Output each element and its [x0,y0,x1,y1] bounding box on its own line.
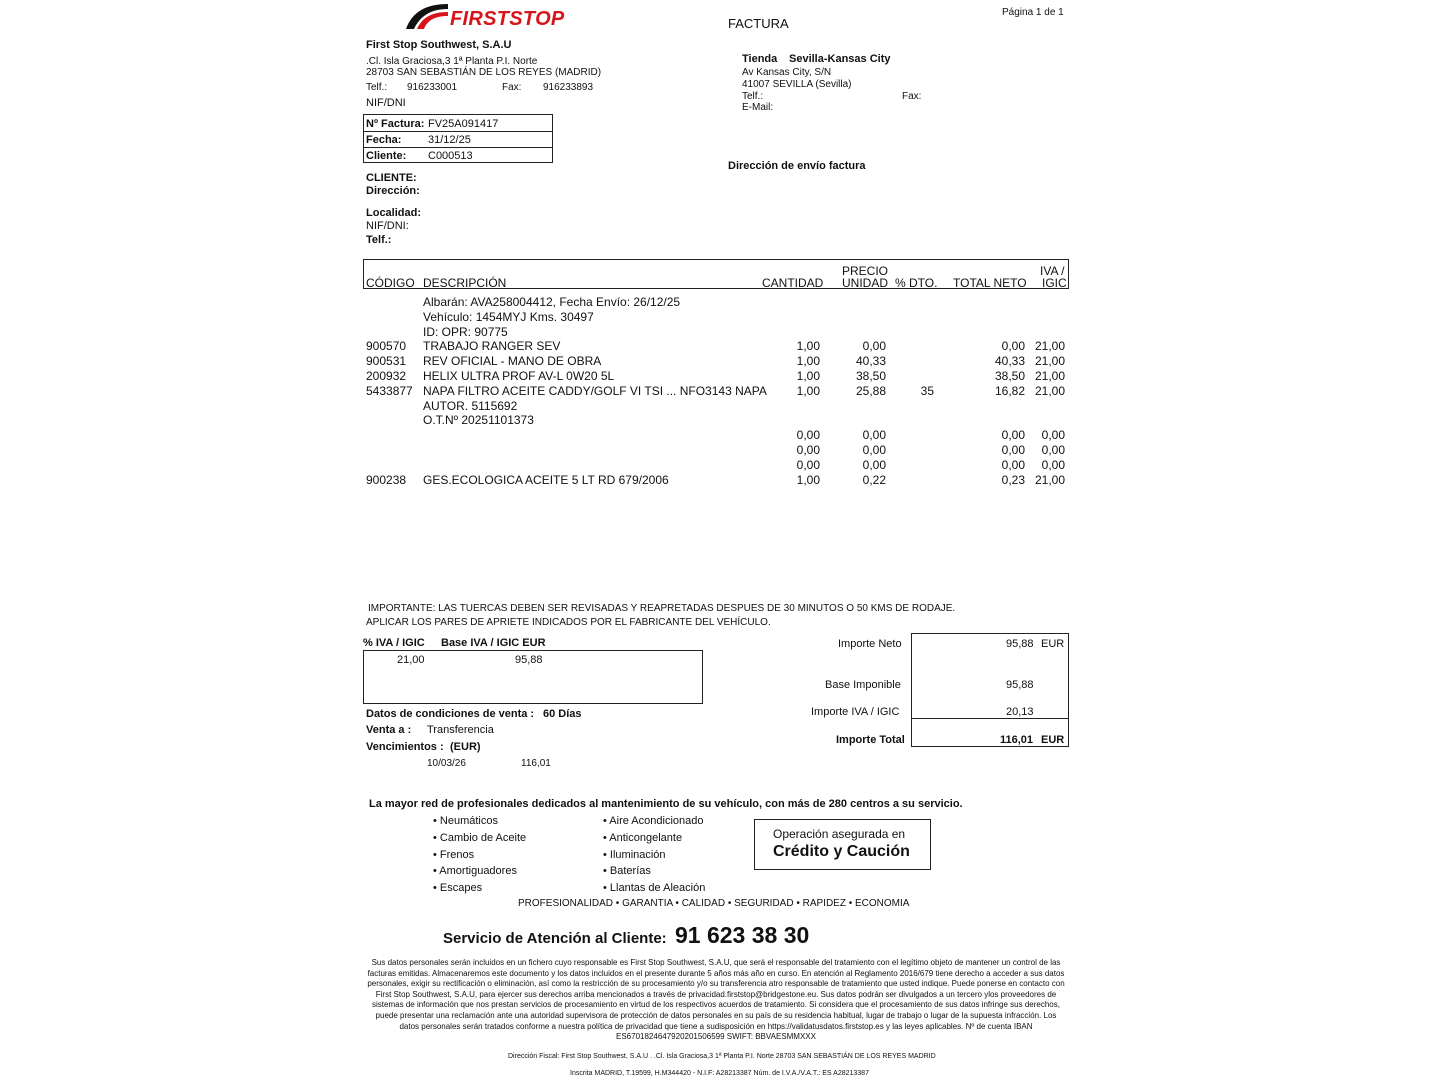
row-description: Vehículo: 1454MYJ Kms. 30497 [423,309,594,324]
sale-conditions-label: Datos de condiciones de venta : [366,708,535,720]
registry-info: Inscrita MADRID, T.19599, H.M344420 - N.I.F: A28213387 Núm. de I.V.A./V.A.T.: ES A28213387 [570,1070,869,1077]
vat-amount: 20,13 [1006,706,1034,718]
header-price-2: UNIDAD [842,276,889,290]
header-price-1: PRECIO [842,264,889,278]
store-email-label: E-Mail: [742,102,774,113]
row-code: 5433877 [366,383,413,398]
total-amount-label: Importe Total [836,734,905,746]
row-net-total: 0,00 [1001,443,1025,457]
taxable-base: 95,88 [1006,679,1034,691]
row-code: 200932 [366,369,407,383]
tax-header-pct: % IVA / IGIC [363,637,425,649]
shipping-address-label: Dirección de envío factura [728,160,866,172]
invoice-client: C000513 [428,150,473,162]
invoice-date: 31/12/25 [428,134,471,146]
row-description: AUTOR. 5115692 [423,398,518,413]
store-fax-label: Fax: [902,91,922,102]
service-item: • Anticongelante [603,831,683,844]
payment-method-label: Venta a : [366,724,412,736]
header-code: CÓDIGO [366,276,415,290]
company-address-2: 28703 SAN SEBASTIÁN DE LOS REYES (MADRID) [366,67,602,78]
header-description: DESCRIPCIÓN [423,276,507,290]
firststop-logo [404,2,564,32]
company-tel: 916233001 [407,82,458,93]
customer-nif-label: NIF/DNI: [366,220,409,232]
row-unit-price: 40,33 [855,354,886,369]
header-vat-2: IGIC [1042,276,1067,290]
due-dates-currency: (EUR) [450,741,481,753]
row-code: 900531 [366,354,407,369]
header-quantity: CANTIDAD [762,276,824,290]
customer-address-label: Dirección: [366,185,420,197]
company-fax-label: Fax: [502,82,522,93]
company-address-1: .Cl. Isla Graciosa,3 1ª Planta P.I. Norte [366,56,538,67]
header-net-total: TOTAL NETO [953,276,1027,290]
company-tel-label: Telf.: [366,82,388,93]
row-quantity: 0,00 [796,428,820,443]
row-unit-price: 0,00 [862,339,886,354]
service-item: • Escapes [433,882,483,895]
row-description: ID: OPR: 90775 [423,324,508,339]
service-item: • Baterías [603,865,651,878]
row-unit-price: 0,00 [862,443,886,457]
service-item: • Cambio de Aceite [433,831,527,844]
sale-conditions-value: 60 Días [543,708,582,720]
row-description: NAPA FILTRO ACEITE CADDY/GOLF VI TSI ... NFO3143 NAPA [423,383,767,398]
header-vat-1: IVA / [1040,264,1065,278]
net-amount-currency: EUR [1041,638,1065,650]
net-amount-label: Importe Neto [838,638,902,650]
row-discount: 35 [920,383,934,398]
header-discount: % DTO. [895,276,938,290]
row-unit-price: 38,50 [855,369,886,383]
store-name: Sevilla-Kansas City [789,53,891,65]
important-note-2: APLICAR LOS PARES DE APRIETE INDICADOS POR EL FABRICANTE DEL VEHÍCULO. [366,617,771,628]
row-quantity: 1,00 [796,339,820,354]
row-net-total: 0,23 [1001,472,1025,487]
company-fax: 916233893 [543,82,594,93]
row-quantity: 1,00 [796,369,820,383]
service-item: • Frenos [433,848,475,861]
total-amount-currency: EUR [1041,734,1065,746]
tax-header-base: Base IVA / IGIC EUR [441,637,546,649]
row-quantity: 0,00 [796,457,820,472]
due-amount: 116,01 [521,758,551,769]
company-nif-label: NIF/DNI [366,97,406,109]
row-unit-price: 25,88 [855,383,886,398]
due-date: 10/03/26 [427,758,466,769]
row-vat: 21,00 [1034,472,1065,487]
row-quantity: 1,00 [796,472,820,487]
service-item: • Amortiguadores [433,865,517,878]
row-unit-price: 0,00 [862,428,886,443]
document-title: FACTURA [728,16,789,31]
invoice-client-label: Cliente: [366,150,407,162]
tax-pct: 21,00 [397,654,425,666]
store-tel-label: Telf.: [742,91,764,102]
row-vat: 21,00 [1034,383,1065,398]
vat-amount-label: Importe IVA / IGIC [811,706,900,718]
row-description: HELIX ULTRA PROF AV-L 0W20 5L [423,369,615,383]
customer-service-label: Servicio de Atención al Cliente: [443,930,667,947]
tax-base: 95,88 [515,654,543,666]
logo-wordmark: FIRSTSTOP [450,8,565,30]
row-net-total: 0,00 [1001,457,1025,472]
row-code: 900570 [366,339,407,354]
store-address-1: Av Kansas City, S/N [742,67,832,78]
insurance-line-1: Operación asegurada en [773,827,906,841]
invoice-number-label: Nº Factura: [366,118,425,130]
logo-swoosh-icon [404,2,450,30]
customer-city-label: Localidad: [366,207,422,219]
important-note-1: IMPORTANTE: LAS TUERCAS DEBEN SER REVISADAS Y REAPRETADAS DESPUES DE 30 MINUTOS O 50 KMS DE RODAJE. [368,603,956,614]
store-label: Tienda [742,53,778,65]
row-description: REV OFICIAL - MANO DE OBRA [423,354,602,369]
totals-box [911,633,1069,747]
brand-values: PROFESIONALIDAD • GARANTIA • CALIDAD • SEGURIDAD • RAPIDEZ • ECONOMIA [518,898,910,909]
row-description: TRABAJO RANGER SEV [423,339,561,354]
customer-phone-label: Telf.: [366,234,392,246]
taxable-base-label: Base Imponible [825,679,901,691]
total-amount: 116,01 [1000,734,1034,746]
row-quantity: 1,00 [796,354,820,369]
net-amount: 95,88 [1006,638,1034,650]
row-quantity: 1,00 [796,383,820,398]
row-net-total: 0,00 [1001,339,1025,354]
promo-headline: La mayor red de profesionales dedicados al mantenimiento de su vehículo, con más de 280 centros a su servicio. [369,798,963,810]
payment-method: Transferencia [427,724,494,736]
row-net-total: 38,50 [994,369,1025,383]
row-unit-price: 0,00 [862,457,886,472]
row-code: 900238 [366,472,407,487]
row-description: Albarán: AVA258004412, Fecha Envío: 26/12/25 [423,295,681,309]
row-vat: 21,00 [1034,339,1065,354]
row-vat: 0,00 [1041,457,1065,472]
row-vat: 0,00 [1041,428,1065,443]
customer-service-phone: 91 623 38 30 [675,922,810,948]
service-item: • Neumáticos [433,815,498,827]
page-number: Página 1 de 1 [1002,7,1064,18]
store-address-2: 41007 SEVILLA (Sevilla) [742,79,852,90]
service-item: • Llantas de Aleación [603,882,706,895]
row-net-total: 0,00 [1001,428,1025,443]
row-quantity: 0,00 [796,443,820,457]
invoice-number: FV25A091417 [428,118,499,130]
row-vat: 21,00 [1034,369,1065,383]
service-item: • Iluminación [603,848,666,861]
insurance-line-2: Crédito y Caución [773,843,910,860]
row-vat: 21,00 [1034,354,1065,369]
service-item: • Aire Acondicionado [603,815,704,827]
invoice-date-label: Fecha: [366,134,402,146]
row-description: O.T.Nº 20251101373 [423,413,534,428]
row-description: GES.ECOLOGICA ACEITE 5 LT RD 679/2006 [423,472,669,487]
row-net-total: 40,33 [994,354,1025,369]
row-vat: 0,00 [1041,443,1065,457]
company-name: First Stop Southwest, S.A.U [366,39,512,51]
privacy-notice: Sus datos personales serán incluidos en un fichero cuyo responsable es First Stop Southwest, S.A.U, que será el responsable del tratamiento con el legítimo objeto de mantener un control de las facturas emitidas. Almacenaremos este documento y los datos incluidos en el presente durante 5 años más año en curso. En atención al Reglamento 2016/679 tiene derecho a acceder a sus datos personales, exigir su rectificación o eliminación, así como la restricción de su procesamiento y/o su transferencia atro responsable de tratamiento que usted indique. Puede ponerse en contacto con First Stop Southwest, S.A.U, para ejercer sus derechos arriba mencionados a través de privacidad.firststop@bridgestone.eu. Sus datos podrán ser divulgados a un tercero ylos proveedores de sistemas de información que nos prestan servicios de procesamiento en virtud de los respectivos acuerdos de tratamiento. Si considera que el procesamiento de sus datos infringe sus derechos, puede presentar una reclamación ante una autoridad supervisora de protección de datos personales en su país de su residencia habitual, lugar de trabajo o lugar de la supuesta infracción. Los datos personales serán tratados conforme a nuestra política de privacidad que tiene a sudisposición en https://validatusdatos.firststop.es y las leyes aplicables. Nº de cuenta IBAN ES6701824647920201506599 SWIFT: BBVAESMMXXX [367,958,1065,1042]
customer-label: CLIENTE: [366,172,417,184]
fiscal-address: Dirección Fiscal: First Stop Southwest, S.A.U . .Cl. Isla Graciosa,3 1ª Planta P.I. Norte 28703 SAN SEBASTIÁN DE LOS REYES MADRID [508,1053,936,1060]
due-dates-label: Vencimientos : [366,741,444,753]
row-unit-price: 0,22 [862,472,886,487]
row-net-total: 16,82 [994,383,1025,398]
